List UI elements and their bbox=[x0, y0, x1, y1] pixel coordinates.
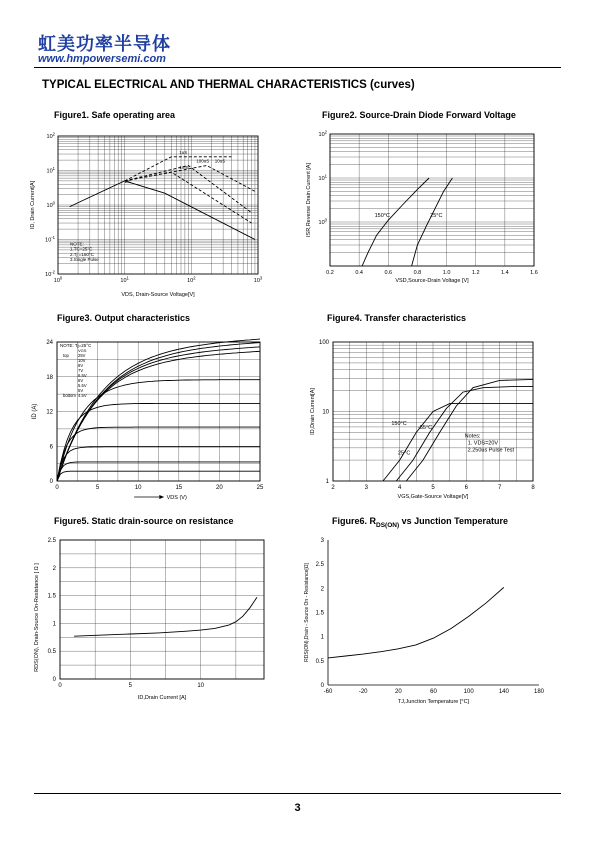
fig2-ytick: $10^1$ bbox=[318, 173, 327, 182]
figure6-chart bbox=[296, 532, 551, 712]
figure1-title: Figure1. Safe operating area bbox=[54, 110, 176, 120]
fig6-xtick: 20 bbox=[394, 689, 402, 695]
fig1-xtick: $10^2$ bbox=[187, 275, 196, 284]
fig2-xtick: 0.2 bbox=[326, 270, 334, 276]
fig5-ytick: 0 bbox=[52, 677, 56, 683]
fig1-series-line bbox=[125, 166, 255, 192]
fig3-legend-entry: 10V bbox=[78, 358, 86, 363]
fig3-legend-top: top bbox=[63, 353, 69, 358]
fig2-xtick: 0.8 bbox=[413, 270, 422, 276]
fig3-xlabel-arrowhead bbox=[159, 495, 164, 499]
section-title: TYPICAL ELECTRICAL AND THERMAL CHARACTERISTICS (curves) bbox=[42, 79, 415, 91]
fig1-series-label: 10uS bbox=[214, 158, 226, 164]
fig4-xtick: 4 bbox=[397, 485, 402, 491]
fig3-legend-entry: 5.5V bbox=[78, 383, 87, 388]
fig3-xtick: 10 bbox=[134, 485, 142, 491]
fig2-xtick: 1.2 bbox=[471, 270, 480, 276]
fig1-series-label: 1uS bbox=[179, 149, 188, 155]
fig4-xlabel: VGS,Gate-Source Voltage[V] bbox=[397, 494, 469, 500]
fig6-xlabel: TJ,Junction Temperature [°C] bbox=[397, 699, 470, 705]
figure4-title: Figure4. Transfer characteristics bbox=[327, 313, 467, 323]
fig2-xtick: 1.0 bbox=[442, 270, 451, 276]
fig1-xtick: $10^0$ bbox=[53, 275, 63, 284]
figure4-chart bbox=[300, 334, 550, 506]
figure3-chart bbox=[24, 334, 274, 506]
fig4-series-label: 150°C bbox=[391, 420, 407, 427]
fig1-note-line: 3.Single Pulse bbox=[70, 257, 99, 263]
fig2-ytick: $10^2$ bbox=[318, 129, 327, 138]
fig5-ytick: 2.5 bbox=[47, 538, 56, 544]
fig2-series-label: 150°C bbox=[374, 212, 390, 219]
fig3-xlabel: VDS (V) bbox=[166, 495, 187, 501]
fig4-note-line: 2.250us Pulse Test bbox=[467, 447, 515, 454]
fig3-ytick: 0 bbox=[49, 479, 53, 485]
figure5-chart bbox=[24, 532, 279, 712]
fig5-xtick: 0 bbox=[58, 683, 62, 689]
fig2-series-label: 25°C bbox=[430, 212, 443, 219]
fig6-ytick: 0 bbox=[320, 683, 324, 689]
fig3-ylabel: ID (A) bbox=[32, 403, 38, 420]
fig2-ytick: $10^0$ bbox=[318, 217, 327, 226]
fig1-series-label: 1mS bbox=[179, 165, 189, 171]
fig3-ytick: 12 bbox=[46, 409, 53, 416]
fig2-xlabel: VSD,Source-Drain Voltage [V] bbox=[395, 278, 469, 284]
fig4-xtick: 3 bbox=[364, 485, 369, 491]
fig1-xlabel: VDS, Drain-Source Voltage[V] bbox=[121, 292, 195, 298]
fig6-ytick: 3 bbox=[320, 538, 324, 544]
fig6-xtick: 60 bbox=[430, 689, 437, 695]
fig1-xtick: $10^3$ bbox=[253, 275, 263, 284]
fig5-xtick: 5 bbox=[128, 683, 133, 689]
fig4-ylabel: ID,Drain Current[A] bbox=[310, 388, 316, 435]
figure2-chart bbox=[300, 126, 550, 294]
fig1-ytick: $10^{-2}$ bbox=[45, 269, 55, 278]
fig1-note-line: 1.TC=25°C bbox=[70, 246, 93, 252]
fig5-ytick: 0.5 bbox=[47, 649, 56, 656]
fig3-xtick: 0 bbox=[55, 485, 59, 491]
fig4-note-line: Notes: bbox=[464, 433, 481, 440]
figure3-title: Figure3. Output characteristics bbox=[57, 313, 191, 323]
fig6-ytick: 2 bbox=[320, 586, 324, 593]
fig1-series-label: 100uS bbox=[196, 158, 210, 164]
fig2-xtick: 0.6 bbox=[384, 270, 393, 276]
fig6-series-line bbox=[328, 587, 504, 658]
fig5-xtick: 10 bbox=[197, 683, 205, 689]
fig4-xtick: 7 bbox=[497, 485, 502, 491]
fig3-legend-entry: 4.5V bbox=[78, 393, 87, 398]
fig5-ytick: 1.5 bbox=[47, 593, 56, 600]
fig3-legend-entry: 8V bbox=[78, 363, 84, 368]
figure6-title: Figure6. $R_{DS(ON)}$ vs Junction Temperature bbox=[332, 516, 508, 529]
fig3-legend-entry: 6.5V bbox=[78, 373, 87, 378]
fig1-note-line: NOTE: bbox=[70, 241, 84, 247]
fig4-note-line: 1. VDS=20V bbox=[467, 440, 499, 447]
fig6-ytick: 1.5 bbox=[315, 610, 324, 617]
fig5-ylabel: RDS(ON), Drain-Source On-Resistance [ Ω ] bbox=[34, 563, 40, 672]
fig1-note-line: 2.Tj =150°C bbox=[70, 251, 94, 257]
fig4-ytick: 100 bbox=[318, 340, 329, 346]
fig3-legend-vgs: VGS bbox=[78, 348, 87, 353]
fig3-legend-entry: 5V bbox=[78, 388, 84, 393]
fig1-series-label: DC bbox=[124, 178, 132, 184]
fig5-ytick: 2 bbox=[52, 565, 56, 572]
fig6-ylabel: RDS(ON),Drain - Source On - Resistance[Ω] bbox=[304, 563, 310, 662]
fig4-xtick: 5 bbox=[431, 485, 435, 491]
fig4-ytick: 10 bbox=[322, 409, 329, 416]
fig3-legend-bottom: bottom bbox=[63, 393, 76, 398]
fig3-ytick: 6 bbox=[49, 444, 53, 451]
fig4-xtick: 8 bbox=[531, 485, 535, 491]
header-divider bbox=[34, 67, 561, 68]
fig2-xtick: 0.4 bbox=[355, 270, 363, 276]
figure5-title: Figure5. Static drain-source on resistance bbox=[54, 516, 234, 526]
fig6-xtick: -20 bbox=[358, 689, 368, 695]
fig2-xtick: 1.6 bbox=[530, 270, 538, 276]
fig3-ytick: 24 bbox=[46, 340, 53, 346]
brand-logo-text: 虹美功率半导体 bbox=[38, 34, 171, 55]
fig6-xtick: 140 bbox=[498, 689, 509, 695]
fig3-xtick: 20 bbox=[216, 485, 223, 491]
fig3-legend-entry: 25V bbox=[78, 353, 86, 358]
fig6-ytick: 2.5 bbox=[315, 562, 324, 569]
fig5-xlabel: ID,Drain Current [A] bbox=[137, 695, 187, 701]
fig6-xtick: 100 bbox=[463, 689, 474, 695]
fig1-ytick: $10^0$ bbox=[46, 200, 55, 209]
fig3-legend-entry: 6V bbox=[78, 378, 84, 383]
fig1-ytick: $10^{-1}$ bbox=[45, 235, 55, 244]
fig3-legend-note: NOTE: Tj=25°C bbox=[60, 343, 92, 348]
fig4-series-label: -55°C bbox=[418, 425, 433, 432]
fig2-plot-frame bbox=[330, 134, 534, 266]
fig1-xtick: $10^1$ bbox=[120, 275, 129, 284]
footer-divider bbox=[34, 793, 561, 794]
fig3-xtick: 25 bbox=[256, 485, 264, 491]
fig2-xtick: 1.4 bbox=[501, 270, 509, 276]
fig5-ytick: 1 bbox=[52, 621, 56, 628]
fig3-ytick: 18 bbox=[46, 374, 53, 381]
fig6-ytick: 1 bbox=[320, 634, 324, 641]
fig4-xtick: 2 bbox=[331, 485, 335, 491]
website-url[interactable]: www.hmpowersemi.com bbox=[38, 53, 166, 65]
fig4-xtick: 6 bbox=[464, 485, 469, 491]
fig1-ytick: $10^1$ bbox=[46, 166, 55, 175]
fig6-xtick: 180 bbox=[533, 689, 545, 695]
fig4-series-label: 25°C bbox=[398, 450, 411, 457]
fig1-ylabel: ID, Drain Current[A] bbox=[30, 180, 36, 230]
figure1-chart bbox=[20, 126, 275, 308]
fig3-xtick: 5 bbox=[95, 485, 100, 491]
page-number: 3 bbox=[294, 802, 301, 814]
figure2-title: Figure2. Source-Drain Diode Forward Voltage bbox=[322, 110, 516, 120]
fig3-xtick: 15 bbox=[175, 485, 183, 491]
fig4-ytick: 1 bbox=[325, 479, 329, 485]
fig6-xtick: -60 bbox=[323, 689, 333, 695]
fig6-ytick: 0.5 bbox=[315, 658, 324, 665]
fig3-legend-entry: 7V bbox=[78, 368, 84, 373]
fig1-ytick: $10^2$ bbox=[46, 131, 55, 140]
fig2-ylabel: ISR,Reverse Drain Current [A] bbox=[306, 163, 312, 237]
